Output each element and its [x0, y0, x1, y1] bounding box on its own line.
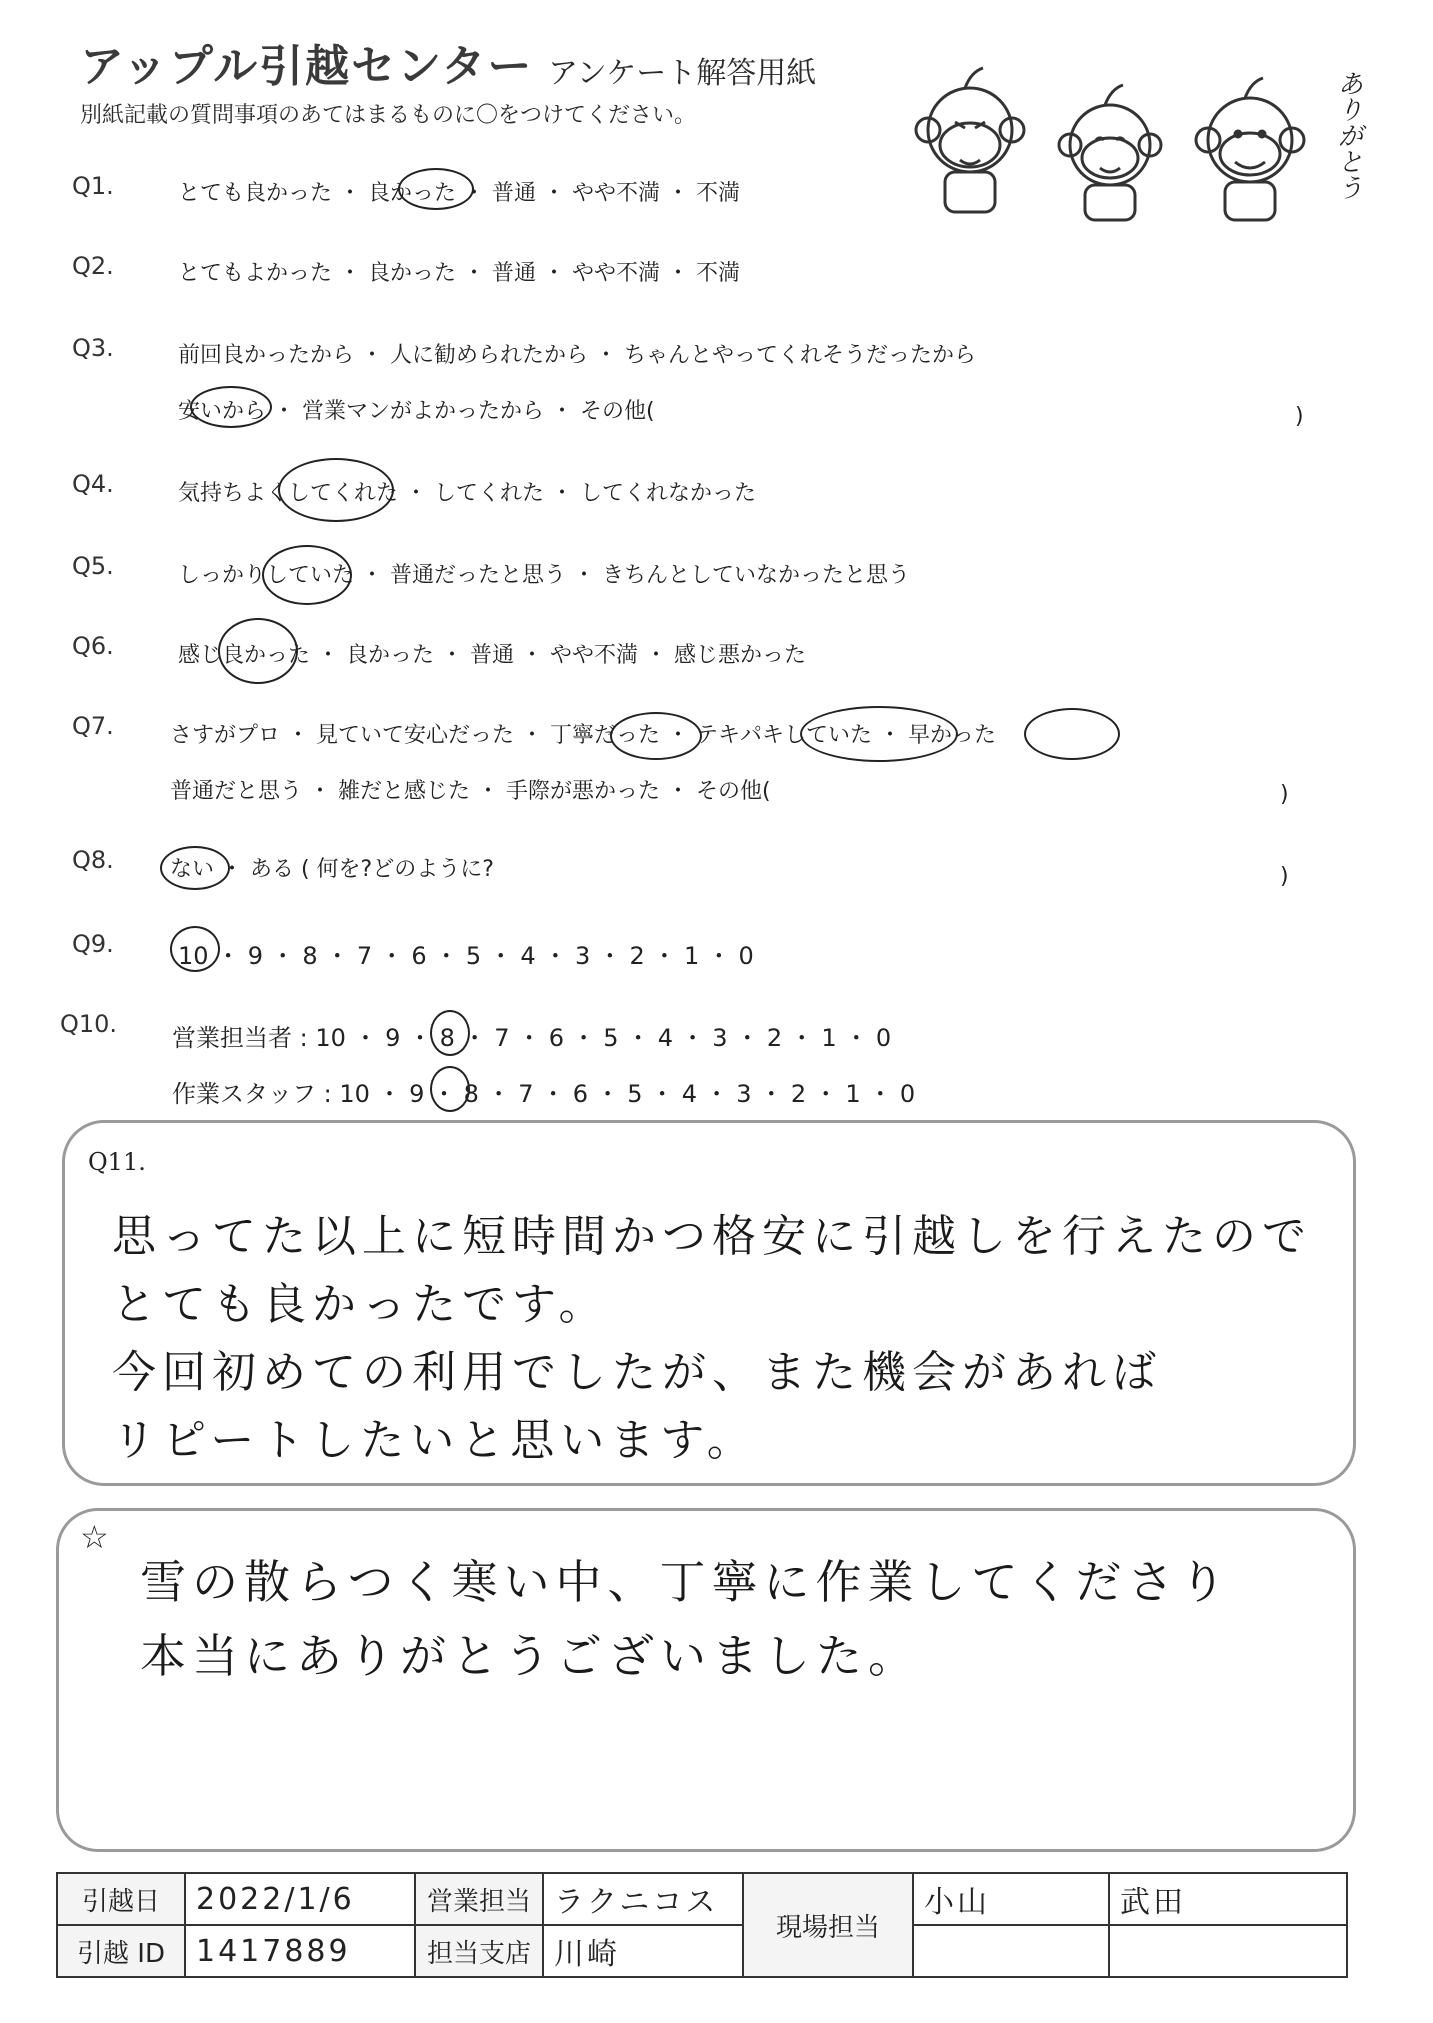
q3-options-1: 前回良かったから ・ 人に勧められたから ・ ちゃんとやってくれそうだったから: [178, 343, 976, 368]
q6-label: Q6.: [72, 632, 114, 660]
q6-answer-circle: [218, 618, 298, 684]
q10-sales-answer-circle: [430, 1010, 470, 1056]
branch-value: 川崎: [543, 1925, 743, 1977]
q7-close-paren: ): [1280, 782, 1289, 807]
q1-label: Q1.: [72, 172, 114, 200]
q7-answer-circle-1: [610, 712, 702, 760]
q8-label: Q8.: [72, 846, 114, 874]
q5-answer-circle: [262, 545, 352, 605]
q7-options-1: さすがプロ ・ 見ていて安心だった ・ 丁寧だった ・ テキパキしていた ・ 早かった: [170, 723, 996, 748]
company-title: アップル引越センター: [80, 41, 534, 92]
site-staff-empty-1: [913, 1925, 1109, 1977]
instructions: 別紙記載の質問事項のあてはまるものに〇をつけてください。: [80, 103, 697, 128]
move-date-value: 2022/1/6: [185, 1873, 415, 1925]
q1-answer-circle: [398, 168, 474, 210]
move-id-value: 1417889: [185, 1925, 415, 1977]
star-icon: ☆: [80, 1518, 109, 1556]
q3-options-2: 安いから ・ 営業マンがよかったから ・ その他(: [178, 399, 655, 424]
site-staff-value-1: 小山: [913, 1873, 1109, 1925]
q11-line-1: 思ってた以上に短時間かつ格安に引越しを行えたので: [112, 1211, 1312, 1262]
q7-label: Q7.: [72, 712, 114, 740]
site-staff-value-2: 武田: [1109, 1873, 1347, 1925]
branch-label: 担当支店: [415, 1925, 543, 1977]
message-line-1: 雪の散らつく寒い中、丁寧に作業してくださり: [140, 1555, 1232, 1609]
sales-rep-label: 営業担当: [415, 1873, 543, 1925]
move-info-table: [56, 1872, 1348, 1978]
q10-staff-answer-circle: [430, 1066, 470, 1112]
q3-close-paren: ): [1295, 404, 1304, 429]
q4-label: Q4.: [72, 470, 114, 498]
q2-options: とてもよかった ・ 良かった ・ 普通 ・ やや不満 ・ 不満: [178, 261, 740, 286]
q9-label: Q9.: [72, 930, 114, 958]
q9-scale: 10 ・ 9 ・ 8 ・ 7 ・ 6 ・ 5 ・ 4 ・ 3 ・ 2 ・ 1 ・ 0: [178, 942, 754, 970]
mascot-illustration: [900, 50, 1370, 230]
move-id-label: 引越 ID: [57, 1925, 185, 1977]
site-staff-empty-2: [1109, 1925, 1347, 1977]
q7-answer-circle-3: [1024, 708, 1120, 760]
q11-label: Q11.: [88, 1148, 146, 1176]
q5-options: しっかりしていた ・ 普通だったと思う ・ きちんとしていなかったと思う: [178, 563, 910, 588]
q11-line-2: とても良かったです。: [112, 1279, 609, 1330]
q11-line-4: リピートしたいと思います。: [112, 1415, 757, 1466]
message-line-2: 本当にありがとうございました。: [140, 1629, 920, 1683]
thanks-text: ありがとう: [1333, 70, 1363, 200]
q7-options-2: 普通だと思う ・ 雑だと感じた ・ 手際が悪かった ・ その他(: [170, 779, 771, 804]
q10-label: Q10.: [60, 1010, 118, 1038]
monkey-3-icon: [1196, 78, 1304, 220]
site-staff-label: 現場担当: [743, 1873, 913, 1977]
q2-label: Q2.: [72, 252, 114, 280]
move-date-label: 引越日: [57, 1873, 185, 1925]
q4-options: 気持ちよくしてくれた ・ してくれた ・ してくれなかった: [178, 481, 756, 506]
monkey-1-icon: [916, 68, 1024, 212]
q3-answer-circle: [190, 386, 272, 428]
q8-close-paren: ): [1280, 864, 1289, 889]
q10-staff-scale: 作業スタッフ : 10 ・ 9 ・ 8 ・ 7 ・ 6 ・ 5 ・ 4 ・ 3 ・ 2 ・ 1 ・ 0: [172, 1080, 916, 1108]
form-subtitle: アンケート解答用紙: [548, 56, 817, 91]
q10-sales-scale: 営業担当者 : 10 ・ 9 ・ 8 ・ 7 ・ 6 ・ 5 ・ 4 ・ 3 ・ 2 ・ 1 ・ 0: [172, 1024, 892, 1052]
q5-label: Q5.: [72, 552, 114, 580]
q6-options: 感じ良かった ・ 良かった ・ 普通 ・ やや不満 ・ 感じ悪かった: [178, 643, 806, 668]
q8-options: ない ・ ある ( 何を?どのように?: [170, 857, 494, 882]
q1-options: とても良かった ・ 良かった ・ 普通 ・ やや不満 ・ 不満: [178, 181, 740, 206]
sales-rep-value: ラクニコス: [543, 1873, 743, 1925]
q11-line-3: 今回初めての利用でしたが、また機会があれば: [112, 1347, 1162, 1398]
q7-answer-circle-2: [800, 706, 958, 762]
q8-answer-circle: [160, 846, 230, 890]
q9-answer-circle: [170, 926, 220, 972]
q3-label: Q3.: [72, 334, 114, 362]
monkey-2-icon: [1059, 85, 1161, 220]
q4-answer-circle: [278, 458, 394, 522]
